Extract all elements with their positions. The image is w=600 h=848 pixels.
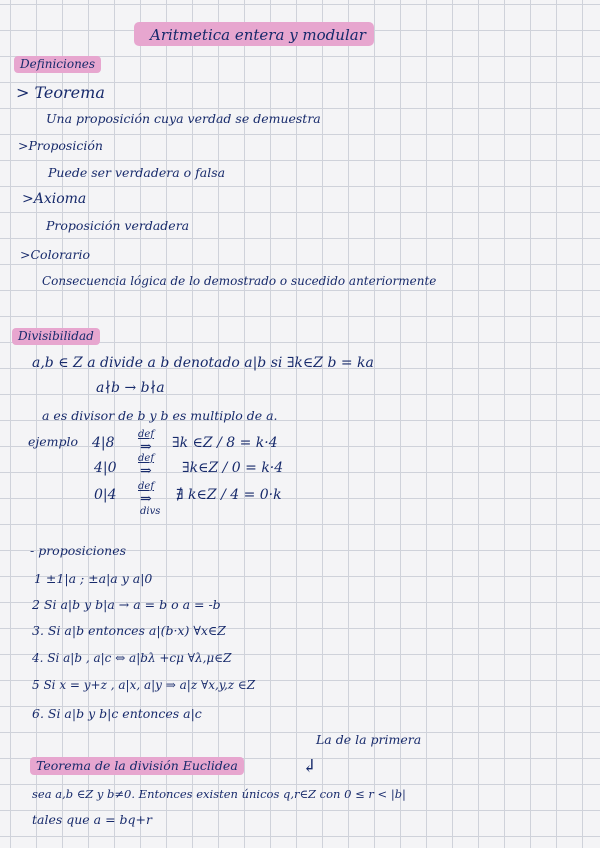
def-desc-teorema: Una proposición cuya verdad se demuestra bbox=[46, 111, 321, 126]
proposition-4: 4. Si a|b , a|c ⇔ a|bλ +cμ ∀λ,μ∈Z bbox=[32, 651, 232, 665]
example-2-result: ∃k∈Z / 0 = k·4 bbox=[182, 460, 284, 476]
example-1-def: def bbox=[138, 429, 155, 440]
example-3-arrow-icon: ⇒ bbox=[140, 491, 152, 507]
example-2-arrow-icon: ⇒ bbox=[140, 463, 152, 479]
proposition-3: 3. Si a|b entonces a|(b·x) ∀x∈Z bbox=[32, 623, 226, 638]
euclid-note: La de la primera bbox=[316, 732, 422, 747]
def-desc-colorario: Consecuencia lógica de lo demostrado o sucedido anteriormente bbox=[42, 274, 437, 288]
divisibility-divisor-multiple: a es divisor de b y b es multiplo de a. bbox=[42, 408, 278, 423]
example-2-def: def bbox=[138, 453, 155, 464]
example-1-arrow-icon: ⇒ bbox=[140, 439, 152, 455]
example-3-expr: 0|4 bbox=[94, 487, 117, 503]
definitions-heading-text: Definiciones bbox=[14, 56, 101, 73]
def-term-proposicion: >Proposición bbox=[18, 138, 103, 153]
def-desc-axioma: Proposición verdadera bbox=[46, 218, 190, 233]
divisibility-implication: a∤b → b∤a bbox=[96, 380, 165, 396]
def-term-teorema: > Teorema bbox=[16, 83, 105, 102]
divisibility-definition: a,b ∈ Z a divide a b denotado a|b si ∃k∈Z b = ka bbox=[32, 355, 374, 371]
divisibility-heading bbox=[12, 330, 100, 342]
example-1-result: ∃k ∈Z / 8 = k·4 bbox=[172, 435, 278, 451]
example-label: ejemplo bbox=[28, 434, 79, 449]
proposition-1: 1 ±1|a ; ±a|a y a|0 bbox=[34, 571, 153, 586]
example-3-def: def bbox=[138, 481, 155, 492]
proposition-6: 6. Si a|b y b|c entonces a|c bbox=[32, 706, 202, 721]
euclid-condition: tales que a = bq+r bbox=[32, 812, 153, 827]
def-term-axioma: >Axioma bbox=[22, 191, 87, 207]
euclid-heading-text: Teorema de la división Euclidea bbox=[30, 757, 244, 775]
propositions-heading: - proposiciones bbox=[30, 543, 127, 558]
example-3-sub: divs bbox=[140, 506, 161, 517]
example-2-expr: 4|0 bbox=[94, 460, 117, 476]
euclid-heading bbox=[30, 760, 244, 773]
definitions-heading bbox=[14, 58, 101, 70]
euclid-statement: sea a,b ∈Z y b≠0. Entonces existen únicos q,r∈Z con 0 ≤ r < |b| bbox=[32, 787, 406, 801]
proposition-5: 5 Si x = y+z , a|x, a|y ⇒ a|z ∀x,y,z ∈Z bbox=[32, 678, 256, 692]
page-title: Aritmetica entera y modular bbox=[150, 26, 366, 44]
divisibility-heading-text: Divisibilidad bbox=[12, 328, 100, 345]
example-3-result: ∄ k∈Z / 4 = 0·k bbox=[176, 487, 282, 503]
proposition-2: 2 Si a|b y b|a → a = b o a = -b bbox=[32, 597, 221, 612]
example-1-expr: 4|8 bbox=[92, 435, 115, 451]
def-term-colorario: >Colorario bbox=[20, 247, 91, 262]
def-desc-proposicion: Puede ser verdadera o falsa bbox=[48, 165, 226, 180]
page-title-highlight bbox=[134, 22, 374, 46]
return-arrow-icon: ↲ bbox=[302, 756, 318, 777]
